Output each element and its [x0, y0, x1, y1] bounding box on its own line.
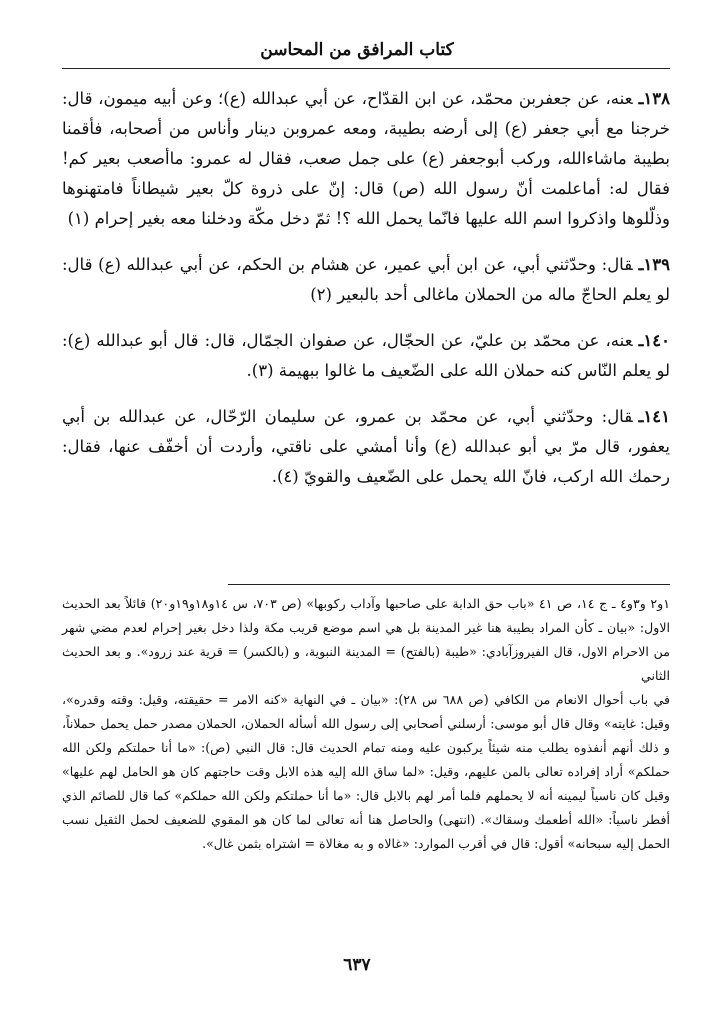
footnote-divider	[228, 584, 670, 585]
footnote-paragraph: في باب أحوال الانعام من الكافي (ص ٦٨٨ س ٢٨): «بيان ـ في النهاية «كنه الامر = حقيقته، وقيل: وقته وقدره»، وقيل: غايته» وقال قال أبو موسى: أرسلني أصحابي إلى رسول الله أسأله الحملان، الحملان مصدر حمل يحمل حملاناً، و ذلك أنهم أنفذوه يطلب منه شيئاً يركبون عليه ومنه تمام الحديث قال: قال النبي (ص): «ما أنا حملتكم ولكن الله حملكم» أراد إفراده تعالى بالمن عليهم، وقيل: «لما ساق الله إليه هذه الابل وقت حاجتهم كان هو الحامل لهم عليها» وقيل كان ناسياً ليمينه أنه لا يحملهم فلما أمر لهم بالابل قال: «ما أنا حملتكم ولكن الله حملكم» كما قال للصائم الذي أفطر ناسياً: «الله أطعمك وسقاك». (انتهى) والحاصل هنا أنه تعالى لما كان هو المقوي للضعيف لحمل الثقيل نسب الحمل إليه سبحانه» أقول: قال في أقرب الموارد: «غالاه و به مغالاة = اشتراه بثمن غال».	[62, 692, 670, 851]
hadith-139	[62, 250, 670, 310]
hadith-number: ١٤١ـ	[638, 407, 670, 426]
hadith-text: قال: وحدّثني أبي، عن محمّد بن عمرو، عن سليمان الرّحّال، عن عبدالله بن أبي يعفور، قال مرّ بي أبو عبدالله (ع) وأنا أمشي على ناقتي، وأردت أن أخفّف عنها، فقال: رحمك الله اركب، فانّ الله يحمل على الضّعيف والقويّ (٤).	[62, 407, 670, 486]
hadith-text: عنه، عن جعفربن محمّد، عن ابن القدّاح، عن أبي عبدالله (ع)؛ وعن أبيه ميمون، قال: خرجنا مع أبي جعفر (ع) إلى أرضه بطيبة، ومعه عمروبن دينار وأناس من أصحابه، فأقمنا بطيبة ماشاءالله، وركب أبوجعفر (ع) على جمل صعب، فقال له عمرو: ماأصعب بعير كم! فقال له: أماعلمت أنّ رسول الله (ص) قال: إنّ على ذروة كلّ بعير شيطاناً فامتهنوها وذلّلوها واذكروا اسم الله عليها فانّما يحمل الله ؟! ثمّ دخل مكّة ودخلنا معه بغير إحرام (١)	[62, 89, 670, 228]
hadith-141	[62, 402, 670, 492]
hadith-number: ١٣٩ـ	[638, 255, 670, 274]
footnote-paragraph: ١و٢ و٣و٤ ـ ج ١٤، ص ٤١ «باب حق الدابة على صاحبها وآداب ركوبها» (ص ٧٠٣، س ١٤و١٨و١٩و٢٠) قائلاً بعد الحديث الاول: «بيان ـ كأن المراد بطيبة هنا غير المدينة بل هي اسم موضع قريب مكة ولذا دخل بغير إحرام لعدم مضي شهر من الاحرام الاول، قال الفيروزآبادي: «طيبة (بالفتح) = المدينة النبوية، و (بالكسر) = قرية عند زرود». و بعد الحديث الثاني	[62, 596, 670, 683]
running-header: كتاب المرافق من المحاسن	[260, 40, 454, 60]
page-number: ٦٣٧	[343, 955, 371, 975]
hadith-140	[62, 326, 670, 386]
footnotes	[62, 592, 670, 856]
hadith-number: ١٤٠ـ	[638, 331, 670, 350]
hadith-text: عنه، عن محمّد بن عليّ، عن الحجّال، عن صفوان الجمّال، قال: قال أبو عبدالله (ع): لو يعلم النّاس كنه حملان الله على الضّعيف ما غالوا ببهيمة (٣).	[62, 331, 670, 380]
hadith-138	[62, 84, 670, 234]
header-divider	[62, 68, 670, 69]
hadith-number: ١٣٨ـ	[638, 89, 670, 108]
main-text	[62, 84, 670, 508]
hadith-text: قال: وحدّثني أبي، عن ابن أبي عمير، عن هشام بن الحكم، عن أبي عبدالله (ع) قال: لو يعلم الحاجّ ماله من الحملان ماغالى أحد بالبعير (٢)	[62, 255, 670, 304]
